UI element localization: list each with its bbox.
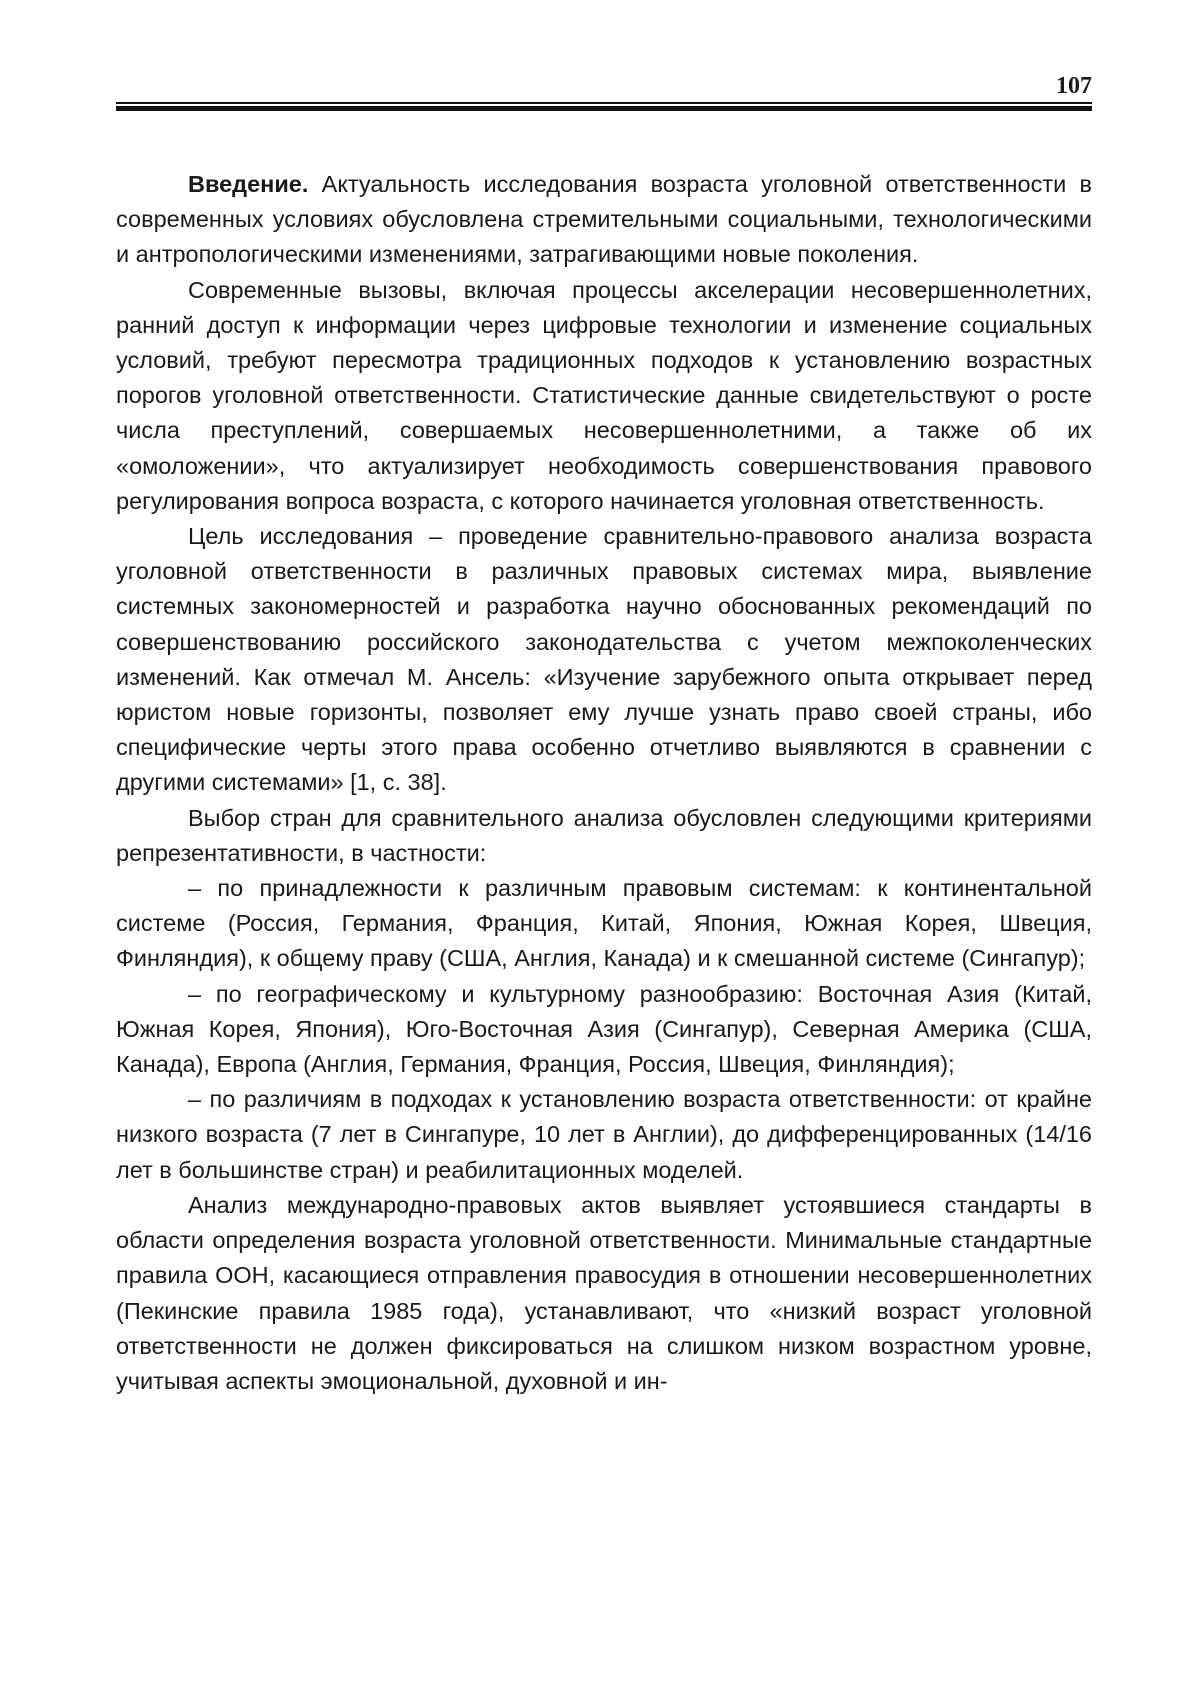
paragraph — [116, 1188, 1092, 1399]
paragraph — [116, 273, 1092, 519]
paragraph-lead: Введение. — [188, 171, 309, 197]
paragraph-text: Актуальность исследования возраста уголовной ответственности в современных условиях обусловлена стремительными социальными, технологическими и антропологическими изменениями, затрагивающими новые поколения. — [116, 171, 1092, 268]
header-rule — [116, 102, 1092, 112]
body-text — [116, 167, 1092, 1399]
paragraph — [116, 801, 1092, 871]
list-item — [116, 871, 1092, 977]
paragraph-text: – по географическому и культурному разнообразию: Восточная Азия (Китай, Южная Корея, Япония), Юго-Восточная Азия (Сингапур), Северная Америка (США, Канада), Европа (Англия, Германия, Франция, Россия, Швеция, Финляндия); — [116, 980, 1092, 1078]
paragraph-text: – по различиям в подходах к установлению возраста ответственности: от крайне низкого возраста (7 лет в Сингапуре, 10 лет в Англии), до дифференцированных (14/16 лет в большинстве стран) и реабилитационных моделей. — [116, 1086, 1092, 1183]
paragraph-text: – по принадлежности к различным правовым системам: к континентальной системе (Россия, Германия, Франция, Китай, Япония, Южная Корея, Швеция, Финляндия), к общему праву (США, Англия, Канада) и к смешанной системе (Сингапур); — [116, 875, 1092, 972]
list-item — [116, 1082, 1092, 1188]
paragraph-text: Цель исследования – проведение сравнительно-правового анализа возраста уголовной ответственности в различных правовых системах мира, выявление системных закономерностей и разработка научно обоснованных рекомендаций по совершенствованию российского законодательства с учетом межпоколенческих изменений. Как отмечал М. Ансель: «Изучение зарубежного опыта открывает перед юристом новые горизонты, позволяет ему лучше узнать право своей страны, ибо специфические черты этого права особенно отчетливо выявляются в сравнении с другими системами» [1, с. 38]. — [116, 523, 1092, 796]
page-number: 107 — [1056, 73, 1092, 99]
paragraph-text: Выбор стран для сравнительного анализа обусловлен следующими критериями репрезентативности, в частности: — [116, 804, 1092, 866]
paragraph-text: Современные вызовы, включая процессы акселерации несовершеннолетних, ранний доступ к информации через цифровые технологии и изменение социальных условий, требуют пересмотра традиционных подходов к установлению возрастных порогов уголовной ответственности. Статистические данные свидетельствуют о росте числа преступлений, совершаемых несовершеннолетними, а также об их «омоложении», что актуализирует необходимость совершенствования правового регулирования вопроса возраста, с которого начинается уголовная ответственность. — [116, 276, 1092, 514]
list-item — [116, 977, 1092, 1083]
header-rule-thick — [116, 106, 1092, 111]
paragraph-text: Анализ международно-правовых актов выявляет устоявшиеся стандарты в области определения возраста уголовной ответственности. Минимальные стандартные правила ООН, касающиеся отправления правосудия в отношении несовершеннолетних (Пекинские правила 1985 года), устанавливают, что «низкий возраст уголовной ответственности не должен фиксироваться на слишком низком возрастном уровне, учитывая аспекты эмоциональной, духовной и ин- — [116, 1191, 1092, 1394]
header-rule-thin — [116, 102, 1092, 104]
paragraph-introduction — [116, 167, 1092, 273]
paragraph — [116, 519, 1092, 801]
